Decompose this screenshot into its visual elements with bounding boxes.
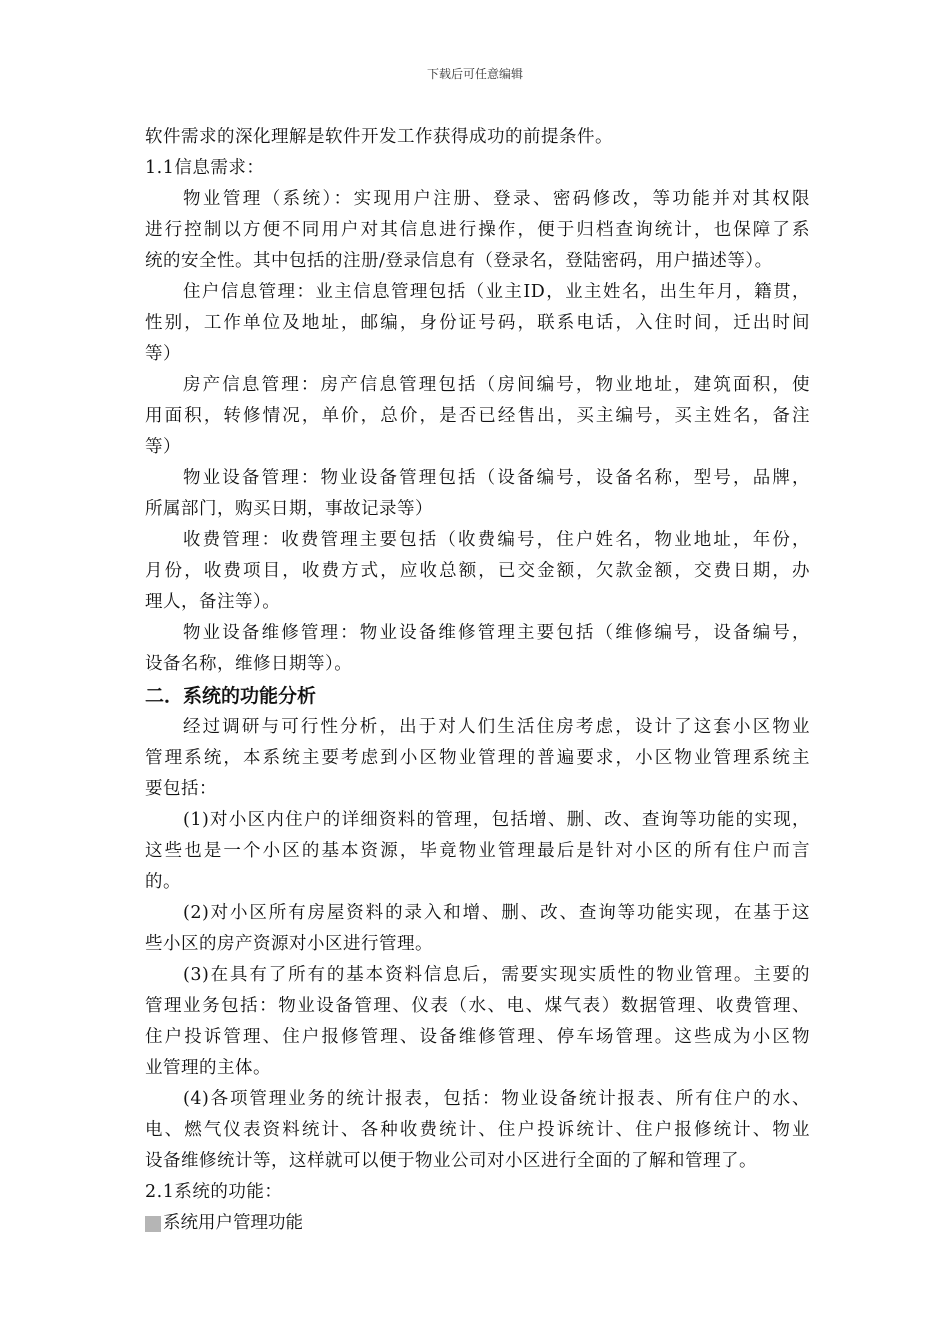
bullet-user-management (145, 1208, 810, 1239)
list-item-1 (145, 805, 810, 898)
list-item-2 (145, 898, 810, 960)
bullet-label: 系统用户管理功能 (163, 1213, 303, 1233)
intro-line: 软件需求的深化理解是软件开发工作获得成功的前提条件。 (145, 127, 613, 147)
paragraph-line: 性别，工作单位及地址，邮编，身份证号码，联系电话，入住时间，迁出时间 (145, 313, 810, 333)
paragraph-line: 设备维修统计等，这样就可以便于物业公司对小区进行全面的了解和管理了。 (145, 1151, 757, 1171)
document-body (145, 122, 810, 1239)
paragraph-analysis (145, 712, 810, 805)
paragraph-line: 这些也是一个小区的基本资源，毕竟物业管理最后是针对小区的所有住户而言 (145, 841, 810, 861)
paragraph-line: 所属部门，购买日期，事故记录等） (145, 499, 433, 519)
paragraph-fee (145, 525, 810, 618)
paragraph-line: 收费管理：收费管理主要包括（收费编号，住户姓名，物业地址，年份， (183, 530, 810, 550)
paragraph-line: (1)对小区内住户的详细资料的管理，包括增、删、改、查询等功能的实现， (183, 810, 810, 830)
paragraph-line: 等） (145, 437, 181, 457)
paragraph-property-system (145, 184, 810, 277)
paragraph-line: 的。 (145, 872, 181, 892)
paragraph-estate-info (145, 370, 810, 463)
paragraph-line: 电、燃气仪表资料统计、各种收费统计、住户投诉统计、住户报修统计、物业 (145, 1120, 810, 1140)
paragraph-line: (4)各项管理业务的统计报表，包括：物业设备统计报表、所有住户的水、 (183, 1089, 810, 1109)
section-2-heading: 二．系统的功能分析 (145, 685, 317, 707)
paragraph-line: 统的安全性。其中包括的注册/登录信息有（登录名，登陆密码，用户描述等）。 (145, 251, 773, 271)
paragraph-line: 管理业务包括：物业设备管理、仪表（水、电、煤气表）数据管理、收费管理、 (145, 996, 810, 1016)
paragraph-line: 物业管理（系统）：实现用户注册、登录、密码修改，等功能并对其权限 (183, 189, 810, 209)
paragraph-line: 进行控制以方便不同用户对其信息进行操作，便于归档查询统计，也保障了系 (145, 220, 810, 240)
paragraph-line: 管理系统，本系统主要考虑到小区物业管理的普遍要求，小区物业管理系统主 (145, 748, 810, 768)
paragraph-line: 住户投诉管理、住户报修管理、设备维修管理、停车场管理。这些成为小区物 (145, 1027, 810, 1047)
page-header: 下载后可任意编辑 (426, 67, 523, 81)
paragraph-repair (145, 618, 810, 680)
list-item-4 (145, 1084, 810, 1177)
square-bullet-icon (145, 1216, 161, 1232)
paragraph-line: 物业设备管理：物业设备管理包括（设备编号，设备名称，型号，品牌， (183, 468, 810, 488)
section-1-1-title: 1.1信息需求： (145, 158, 265, 178)
paragraph-line: 设备名称，维修日期等）。 (145, 654, 353, 674)
paragraph-line: 要包括： (145, 779, 217, 799)
list-item-3 (145, 960, 810, 1084)
paragraph-line: (2)对小区所有房屋资料的录入和增、删、改、查询等功能实现，在基于这 (183, 903, 810, 923)
section-2-1-title: 2.1系统的功能： (145, 1182, 283, 1202)
paragraph-line: 等） (145, 344, 181, 364)
paragraph-resident-info (145, 277, 810, 370)
paragraph-line: 理人，备注等）。 (145, 592, 281, 612)
paragraph-line: 些小区的房产资源对小区进行管理。 (145, 934, 433, 954)
paragraph-line: 月份，收费项目，收费方式，应收总额，已交金额，欠款金额，交费日期，办 (145, 561, 810, 581)
paragraph-line: 房产信息管理：房产信息管理包括（房间编号，物业地址，建筑面积，使 (183, 375, 810, 395)
paragraph-equipment (145, 463, 810, 525)
paragraph-line: 住户信息管理：业主信息管理包括（业主ID，业主姓名，出生年月，籍贯， (183, 282, 810, 302)
paragraph-line: (3)在具有了所有的基本资料信息后，需要实现实质性的物业管理。主要的 (183, 965, 810, 985)
paragraph-line: 业管理的主体。 (145, 1058, 271, 1078)
paragraph-line: 物业设备维修管理：物业设备维修管理主要包括（维修编号，设备编号， (183, 623, 810, 643)
paragraph-line: 经过调研与可行性分析，出于对人们生活住房考虑，设计了这套小区物业 (183, 717, 810, 737)
paragraph-line: 用面积，转修情况，单价，总价，是否已经售出，买主编号，买主姓名，备注 (145, 406, 810, 426)
